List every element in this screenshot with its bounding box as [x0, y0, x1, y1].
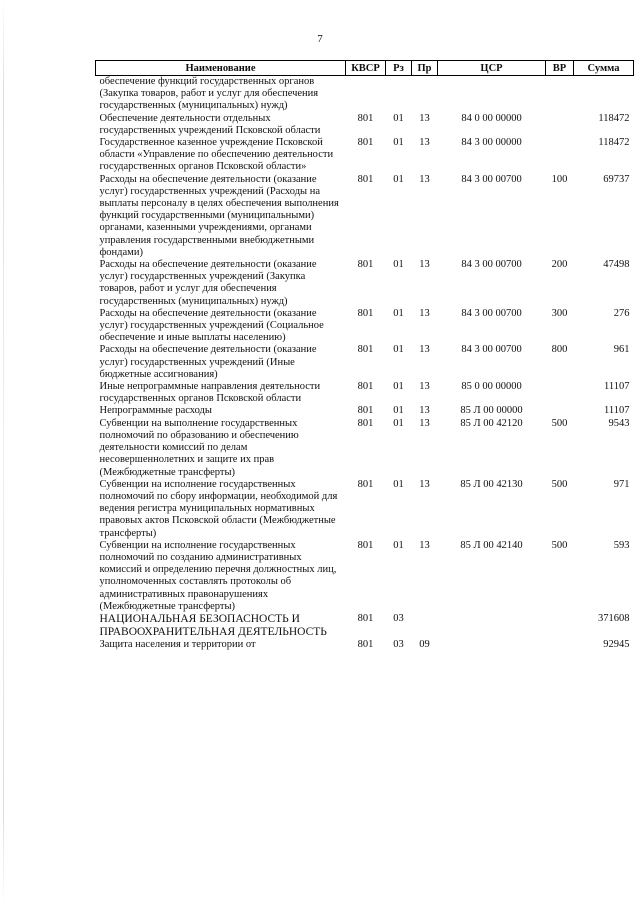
cell-sum: 961 — [613, 344, 630, 356]
cell-csr: 84 3 00 00700 — [461, 259, 522, 271]
cell-kvsr: 801 — [357, 612, 374, 624]
cell-vr — [546, 381, 574, 405]
cell-name: Государственное казенное учреждение Псковской области «Управление по обеспечению деятельности государственных органов Псковской области» — [99, 137, 334, 173]
col-header-rz: Рз — [386, 61, 412, 76]
cell-name: Расходы на обеспечение деятельности (оказание услуг) государственных учреждений (Расходы на выплаты персоналу в целях обеспечения выполнения функций государственными (муниципальными) органами, казенными учреждениями, органами управления государственными внебюджетными фондами) — [99, 173, 339, 258]
cell-rz: 01 — [393, 173, 404, 185]
cell-pr: 13 — [419, 137, 430, 149]
cell-pr: 13 — [419, 478, 430, 490]
cell-kvsr: 801 — [357, 112, 374, 124]
cell-pr: 13 — [419, 539, 430, 551]
table-body — [96, 76, 634, 652]
cell-vr — [546, 76, 574, 113]
cell-sum: 11107 — [604, 381, 630, 393]
cell-pr: 13 — [419, 405, 430, 417]
cell-kvsr: 801 — [357, 307, 374, 319]
cell-sum: 593 — [613, 539, 630, 551]
cell-name: Защита населения и территории от — [99, 638, 256, 650]
cell-pr: 13 — [419, 344, 430, 356]
cell-csr — [438, 76, 546, 113]
cell-vr — [546, 137, 574, 174]
table-row — [96, 405, 634, 417]
cell-pr: 13 — [419, 417, 430, 429]
table-row — [96, 381, 634, 405]
cell-csr: 85 Л 00 42130 — [460, 478, 523, 490]
cell-kvsr: 801 — [357, 173, 374, 185]
cell-name: Субвенции на исполнение государственных полномочий по сбору информации, необходимой для ведения регистра муниципальных нормативных правовых актов Псковской области (Межбюджетные трансферты) — [99, 478, 338, 539]
cell-sum: 69737 — [603, 173, 630, 185]
cell-sum — [574, 76, 634, 113]
cell-pr: 13 — [419, 173, 430, 185]
cell-rz: 01 — [393, 344, 404, 356]
cell-pr: 13 — [419, 112, 430, 124]
col-header-kvsr: КВСР — [346, 61, 386, 76]
cell-sum: 371608 — [598, 612, 630, 624]
cell-kvsr: 801 — [357, 539, 374, 551]
table-row — [96, 137, 634, 174]
cell-rz: 01 — [393, 307, 404, 319]
cell-sum: 9543 — [608, 417, 630, 429]
cell-kvsr: 801 — [357, 638, 374, 650]
cell-name: Субвенции на выполнение государственных полномочий по образованию и обеспечению деятельности комиссий по делам несовершеннолетних и защите их прав (Межбюджетные трансферты) — [99, 417, 299, 478]
cell-kvsr: 801 — [357, 381, 374, 393]
cell-csr: 84 3 00 00700 — [461, 173, 522, 185]
cell-sum: 11107 — [604, 405, 630, 417]
cell-kvsr — [346, 76, 386, 113]
cell-name: Расходы на обеспечение деятельности (оказание услуг) государственных учреждений (Иные бюджетные ассигнования) — [99, 344, 317, 380]
cell-csr: 85 0 00 00000 — [461, 381, 522, 393]
scan-edge — [3, 0, 4, 905]
table-row — [96, 479, 634, 540]
cell-rz: 01 — [393, 417, 404, 429]
cell-vr: 800 — [551, 344, 568, 356]
col-header-vr: ВР — [546, 61, 574, 76]
cell-pr: 13 — [419, 307, 430, 319]
table-row — [96, 259, 634, 308]
cell-pr: 13 — [419, 381, 430, 393]
table-row — [96, 76, 634, 113]
cell-rz — [386, 76, 412, 113]
cell-rz: 03 — [393, 612, 404, 624]
cell-rz: 01 — [393, 539, 404, 551]
cell-csr: 85 Л 00 42140 — [460, 539, 523, 551]
cell-sum: 971 — [613, 478, 630, 490]
cell-csr: 85 Л 00 42120 — [460, 417, 523, 429]
cell-pr — [412, 76, 438, 113]
cell-csr: 84 3 00 00700 — [461, 307, 522, 319]
cell-kvsr: 801 — [357, 478, 374, 490]
cell-name: Расходы на обеспечение деятельности (оказание услуг) государственных учреждений (Закупка товаров, работ и услуг для обеспечения государственных (муниципальных) нужд) — [99, 259, 317, 307]
cell-sum: 47498 — [603, 259, 630, 271]
cell-sum: 276 — [613, 307, 630, 319]
cell-csr — [438, 639, 546, 651]
cell-name: Расходы на обеспечение деятельности (оказание услуг) государственных учреждений (Социальное обеспечение и иные выплаты населению) — [99, 307, 324, 344]
cell-kvsr: 801 — [357, 137, 374, 149]
cell-kvsr: 801 — [357, 405, 374, 417]
table-row — [96, 308, 634, 345]
cell-kvsr: 801 — [357, 417, 374, 429]
cell-rz: 01 — [393, 259, 404, 271]
cell-rz: 03 — [393, 638, 404, 650]
cell-rz: 01 — [393, 405, 404, 417]
cell-csr — [438, 613, 546, 639]
cell-pr: 09 — [419, 638, 430, 650]
cell-vr: 300 — [551, 307, 568, 319]
cell-name: Иные непрограммные направления деятельности государственных органов Псковской области — [99, 381, 321, 405]
cell-vr: 500 — [551, 478, 568, 490]
cell-name: Субвенции на исполнение государственных полномочий по созданию административных комиссий и определению перечня должностных лиц, уполномоченных составлять протоколы об административных правонарушениях (Межбюджетные трансферты) — [99, 539, 337, 612]
cell-rz: 01 — [393, 112, 404, 124]
table-header-row — [96, 61, 634, 76]
cell-rz: 01 — [393, 137, 404, 149]
cell-name: НАЦИОНАЛЬНАЯ БЕЗОПАСНОСТЬ И ПРАВООХРАНИТЕЛЬНАЯ ДЕЯТЕЛЬНОСТЬ — [99, 612, 327, 638]
table-row — [96, 344, 634, 381]
col-header-pr: Пр — [412, 61, 438, 76]
page-number: 7 — [317, 33, 323, 45]
cell-vr — [546, 639, 574, 651]
cell-sum: 118472 — [598, 112, 630, 124]
col-header-sum: Сумма — [574, 61, 634, 76]
cell-pr — [412, 613, 438, 639]
col-header-name: Наименование — [96, 61, 346, 76]
cell-csr: 84 3 00 00700 — [461, 344, 522, 356]
cell-name: обеспечение функций государственных органов (Закупка товаров, работ и услуг для обеспечения государственных (муниципальных) нужд) — [99, 76, 319, 112]
budget-table-container — [95, 60, 633, 651]
table-row — [96, 113, 634, 137]
cell-vr: 200 — [551, 259, 568, 271]
section-row — [96, 613, 634, 639]
cell-name: Обеспечение деятельности отдельных государственных учреждений Псковской области — [99, 112, 321, 136]
cell-vr: 100 — [551, 173, 568, 185]
cell-vr — [546, 113, 574, 137]
cell-name: Непрограммные расходы — [99, 405, 212, 417]
cell-sum: 92945 — [603, 638, 630, 650]
table-row — [96, 174, 634, 259]
cell-vr: 500 — [551, 417, 568, 429]
cell-csr: 84 3 00 00000 — [461, 137, 522, 149]
cell-kvsr: 801 — [357, 259, 374, 271]
cell-csr: 85 Л 00 00000 — [460, 405, 523, 417]
cell-rz: 01 — [393, 478, 404, 490]
cell-pr: 13 — [419, 259, 430, 271]
cell-vr — [546, 405, 574, 417]
cell-rz: 01 — [393, 381, 404, 393]
budget-table — [95, 60, 634, 651]
table-row — [96, 540, 634, 613]
cell-kvsr: 801 — [357, 344, 374, 356]
cell-sum: 118472 — [598, 137, 630, 149]
col-header-csr: ЦСР — [438, 61, 546, 76]
table-row — [96, 639, 634, 651]
cell-csr: 84 0 00 00000 — [461, 112, 522, 124]
table-row — [96, 418, 634, 479]
cell-vr: 500 — [551, 539, 568, 551]
cell-vr — [546, 613, 574, 639]
